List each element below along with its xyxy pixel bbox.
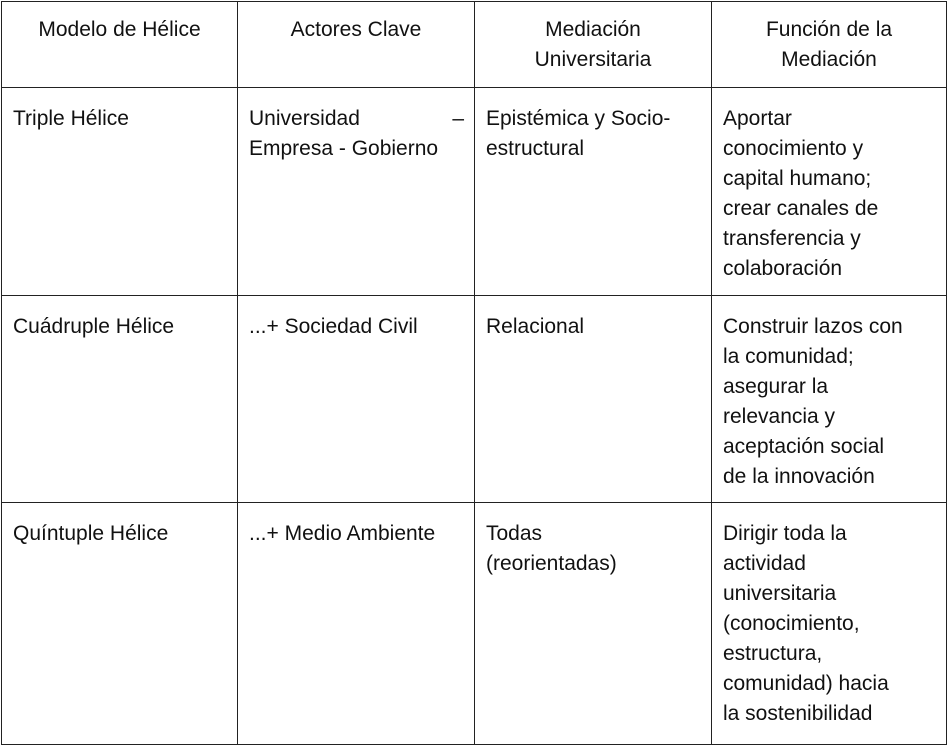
cell-mediation: Epistémica y Socio- estructural xyxy=(475,88,712,296)
cell-function: Construir lazos con la comunidad; asegurar la relevancia y aceptación social de la innovación xyxy=(712,296,947,503)
header-mediation: Mediación Universitaria xyxy=(475,2,712,88)
cell-mediation: Relacional xyxy=(475,296,712,503)
justified-line: Universidad – xyxy=(249,107,464,130)
cell-actors: ...+ Medio Ambiente xyxy=(238,503,475,745)
cell-function: Aportar conocimiento y capital humano; crear canales de transferencia y colaboración xyxy=(712,88,947,296)
cell-model: Quíntuple Hélice xyxy=(2,503,238,745)
table-header-row xyxy=(2,2,947,88)
header-model: Modelo de Hélice xyxy=(2,2,238,88)
cell-function: Dirigir toda la actividad universitaria (conocimiento, estructura, comunidad) hacia la sostenibilidad xyxy=(712,503,947,745)
helix-models-table xyxy=(1,1,947,745)
table-row-triple xyxy=(2,88,947,296)
cell-mediation: Todas (reorientadas) xyxy=(475,503,712,745)
cell-model: Cuádruple Hélice xyxy=(2,296,238,503)
table-row-quintuple xyxy=(2,503,947,745)
header-function: Función de la Mediación xyxy=(712,2,947,88)
cell-actors: Universidad – Empresa - Gobierno xyxy=(238,88,475,296)
cell-actors: ...+ Sociedad Civil xyxy=(238,296,475,503)
cell-model: Triple Hélice xyxy=(2,88,238,296)
header-actors: Actores Clave xyxy=(238,2,475,88)
table-row-quadruple xyxy=(2,296,947,503)
